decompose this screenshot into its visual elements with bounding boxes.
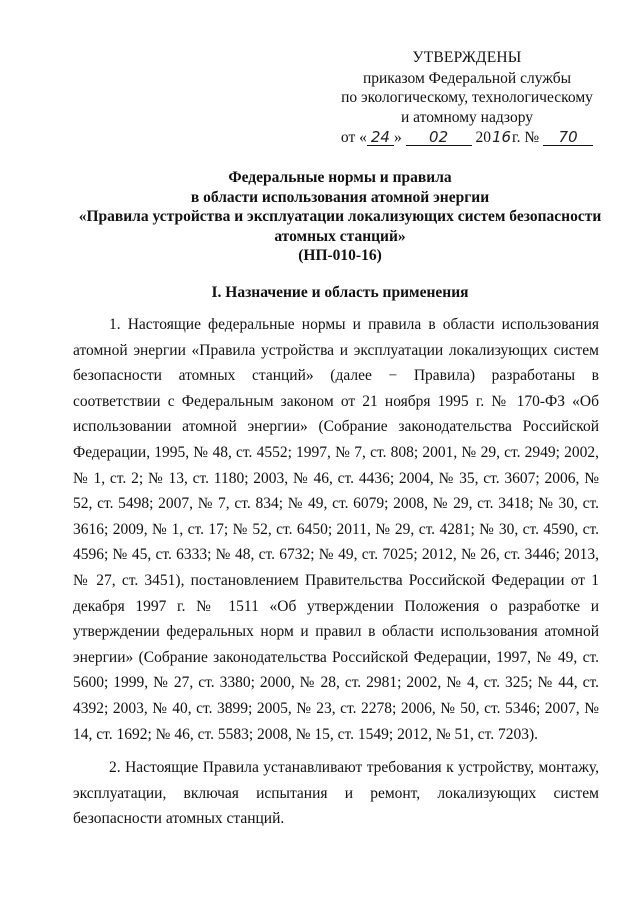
approved-label: УТВЕРЖДЕНЫ bbox=[412, 49, 522, 66]
order-number-handwritten: 70 bbox=[543, 129, 593, 146]
paragraph-2: 2. Настоящие Правила устанавливают требования к устройству, монтажу, эксплуатации, включая испытания и ремонт, локализующих систем безопасности атомных станций. bbox=[73, 759, 599, 828]
date-year-handwritten: 16 bbox=[491, 128, 512, 146]
document-body bbox=[73, 312, 599, 832]
date-day-handwritten: 24 bbox=[367, 129, 394, 146]
approval-block bbox=[336, 48, 598, 148]
approval-line-2: по экологическому, технологическому bbox=[341, 89, 593, 106]
paragraph-1: 1. Настоящие федеральные нормы и правила в области использования атомной энергии «Правила устройства и эксплуатации локализующих систем безопасности атомных станций» (далее − Правила) разработаны в соответствии с Федеральным законом от 21 ноября 1995 г. № 170-ФЗ «Об использовании атомной энергии» (Собрание законодательства Российской Федерации, 1995, № 48, ст. 4552; 1997, № 7, ст. 808; 2001, № 29, ст. 2949; 2002, № 1, ст. 2; № 13, ст. 1180; 2003, № 46, ст. 4436; 2004, № 35, ст. 3607; 2006, № 52, ст. 5498; 2007, № 7, ст. 834; № 49, ст. 6079; 2008, № 29, ст. 3418; № 30, ст. 3616; 2009, № 1, ст. 17; № 52, ст. 6450; 2011, № 29, ст. 4281; № 30, ст. 4590, ст. 4596; № 45, ст. 6333; № 48, ст. 6732; № 49, ст. 7025; 2012, № 26, ст. 3446; 2013, № 27, ст. 3451), постановлением Правительства Российской Федерации от 1 декабря 1997 г. № 1511 «Об утверждении Положения о разработке и утверждении федеральных норм и правил в области использования атомной энергии» (Собрание законодательства Российской Федерации, 1997, № 49, ст. 5600; 1999, № 27, ст. 3380; 2000, № 28, ст. 2981; 2002, № 4, ст. 325; № 44, ст. 4392; 2003, № 40, ст. 3899; 2005, № 23, ст. 2278; 2006, № 50, ст. 5346; 2007, № 14, ст. 1692; № 46, ст. 5583; 2008, № 15, ст. 1549; 2012, № 51, ст. 7203). bbox=[73, 316, 599, 743]
approval-line-1: приказом Федеральной службы bbox=[362, 69, 572, 87]
section-heading: I. Назначение и область применения bbox=[211, 284, 469, 301]
document-title bbox=[60, 168, 620, 266]
title-line-4: атомных станций» bbox=[274, 227, 406, 245]
title-line-2: в области использования атомной энергии bbox=[190, 188, 490, 206]
title-line-1: Федеральные нормы и правила bbox=[228, 169, 452, 186]
date-mid: » bbox=[393, 129, 402, 146]
approval-date-line bbox=[336, 128, 598, 148]
date-year-suffix: г. № bbox=[512, 129, 540, 146]
approval-line-3: и атомному надзору bbox=[401, 108, 533, 126]
title-line-3: «Правила устройства и эксплуатации локализующих систем безопасности bbox=[78, 208, 602, 225]
date-year-prefix: 20 bbox=[475, 129, 491, 146]
date-prefix: от « bbox=[340, 129, 367, 146]
date-month-handwritten: 02 bbox=[406, 129, 472, 146]
title-line-5: (НП-010-16) bbox=[298, 247, 382, 264]
